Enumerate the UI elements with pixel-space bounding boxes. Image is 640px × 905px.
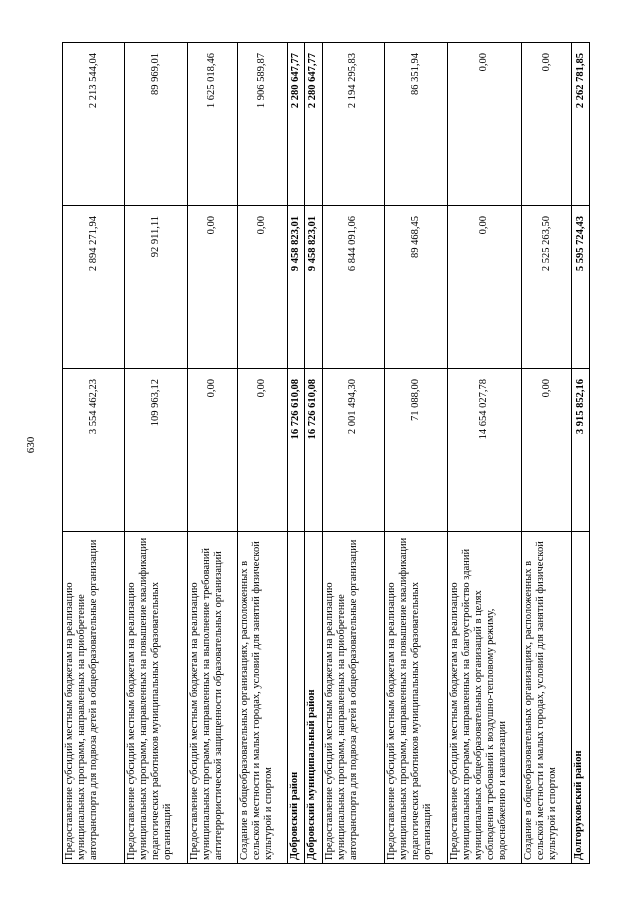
value-cell-3: 2 280 647,77: [305, 43, 323, 206]
value-cell-3: 89 969,01: [125, 43, 187, 206]
value-cell-2: 0,00: [237, 206, 287, 369]
table-row: [63, 43, 125, 864]
value-cell-1: 16 726 610,08: [287, 369, 305, 532]
budget-table-body: [63, 43, 590, 864]
row-name-cell: Добровский муниципальный район: [305, 532, 323, 864]
value-cell-3: 2 280 647,77: [287, 43, 305, 206]
value-cell-1: 16 726 610,08: [305, 369, 323, 532]
rotated-table-container: [62, 42, 590, 864]
value-cell-2: 9 458 823,01: [287, 206, 305, 369]
value-cell-2: 0,00: [187, 206, 237, 369]
value-cell-2: 5 595 724,43: [572, 206, 590, 369]
value-cell-2: 89 468,45: [385, 206, 447, 369]
value-cell-3: 2 194 295,83: [322, 43, 384, 206]
value-cell-2: 9 458 823,01: [305, 206, 323, 369]
value-cell-1: 2 001 494,30: [322, 369, 384, 532]
row-name-cell: Предоставление субсидий местным бюджетам на реализацию муниципальных программ, направленных на приобретение автотранспорта для подвоза детей в общеобразовательные организации: [322, 532, 384, 864]
table-row: [125, 43, 187, 864]
value-cell-2: 2 894 271,94: [63, 206, 125, 369]
value-cell-3: 2 213 544,04: [63, 43, 125, 206]
value-cell-2: 92 911,11: [125, 206, 187, 369]
page-number: 630: [25, 436, 37, 454]
row-name-cell: Долгоруковский район: [572, 532, 590, 864]
table-row: [187, 43, 237, 864]
table-row: [572, 43, 590, 864]
row-name-cell: Предоставление субсидий местным бюджетам на реализацию муниципальных программ, направленных на приобретение автотранспорта для подвоза детей в общеобразовательные организации: [63, 532, 125, 864]
value-cell-1: 0,00: [187, 369, 237, 532]
table-row: [385, 43, 447, 864]
row-name-cell: Предоставление субсидий местным бюджетам на реализацию муниципальных программ, направленных на повышение квалификации педагогических работников муниципальных образовательных организаций: [385, 532, 447, 864]
row-name-cell: Создание в общеобразовательных организациях, расположенных в сельской местности и малых городах, условий для занятий физической культурой и спортом: [522, 532, 572, 864]
table-row: [522, 43, 572, 864]
value-cell-3: 1 906 589,87: [237, 43, 287, 206]
value-cell-3: 0,00: [447, 43, 522, 206]
value-cell-2: 2 525 263,50: [522, 206, 572, 369]
row-name-cell: Предоставление субсидий местным бюджетам на реализацию муниципальных программ, направленных на выполнение требований антитеррористической защищенности образовательных организаций: [187, 532, 237, 864]
value-cell-1: 71 088,00: [385, 369, 447, 532]
value-cell-2: 0,00: [447, 206, 522, 369]
value-cell-3: 2 262 781,85: [572, 43, 590, 206]
value-cell-3: 0,00: [522, 43, 572, 206]
value-cell-1: 3 554 462,23: [63, 369, 125, 532]
value-cell-1: 14 654 027,78: [447, 369, 522, 532]
table-row: [322, 43, 384, 864]
row-name-cell: Предоставление субсидий местным бюджетам на реализацию муниципальных программ, направленных на повышение квалификации педагогических работников муниципальных образовательных организаций: [125, 532, 187, 864]
table-row: [305, 43, 323, 864]
table-row: [237, 43, 287, 864]
value-cell-3: 1 625 018,46: [187, 43, 237, 206]
table-row: [447, 43, 522, 864]
value-cell-1: 109 963,12: [125, 369, 187, 532]
value-cell-1: 0,00: [237, 369, 287, 532]
value-cell-2: 6 844 091,06: [322, 206, 384, 369]
value-cell-3: 86 351,94: [385, 43, 447, 206]
value-cell-1: 0,00: [522, 369, 572, 532]
row-name-cell: Создание в общеобразовательных организациях, расположенных в сельской местности и малых городах, условий для занятий физической культурой и спортом: [237, 532, 287, 864]
budget-table: [62, 42, 590, 864]
row-name-cell: Предоставление субсидий местным бюджетам на реализацию муниципальных программ, направленных на благоустройство зданий муниципальных общеобразовательных организаций в целях соблюдения требований к воздушно-тепловому режиму, водоснабжению и канализации: [447, 532, 522, 864]
table-row: [287, 43, 305, 864]
row-name-cell: Добровский район: [287, 532, 305, 864]
value-cell-1: 3 915 852,16: [572, 369, 590, 532]
